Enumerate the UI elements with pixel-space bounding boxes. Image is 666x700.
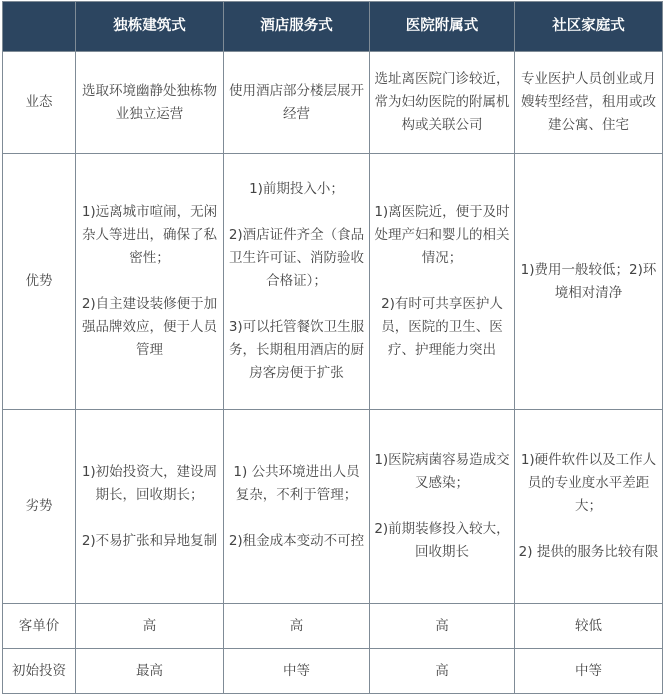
cell-paragraph: 较低 xyxy=(575,617,602,634)
row-initial-investment xyxy=(3,649,663,694)
table-cell xyxy=(515,649,663,694)
row-unit-price xyxy=(3,604,663,649)
header-row xyxy=(3,2,663,52)
table-cell xyxy=(224,649,370,694)
table-cell xyxy=(515,604,663,649)
cell-paragraph: 选取环境幽静处独栋物业独立运营 xyxy=(82,82,217,122)
comparison-table xyxy=(2,1,663,694)
row-label: 劣势 xyxy=(3,410,76,604)
table-cell xyxy=(76,649,224,694)
cell-paragraph: 2) 提供的服务比较有限 xyxy=(518,544,659,560)
cell-paragraph: 2)租金成本变动不可控 xyxy=(228,532,365,549)
header-community-home: 社区家庭式 xyxy=(515,2,663,52)
row-advantages xyxy=(3,154,663,410)
table-cell xyxy=(76,52,224,154)
cell-paragraph: 1)初始投资大，建设周期长，回收期长； xyxy=(81,463,218,503)
table-cell xyxy=(370,410,515,604)
row-label: 优势 xyxy=(3,154,76,410)
row-business-model xyxy=(3,52,663,154)
row-label: 初始投资 xyxy=(3,649,76,694)
table-cell xyxy=(370,52,515,154)
cell-paragraph: 2)前期装修投入较大，回收期长 xyxy=(374,521,510,560)
cell-paragraph: 高 xyxy=(289,617,304,634)
table-cell xyxy=(224,604,370,649)
cell-paragraph: 高 xyxy=(142,617,157,634)
table-cell xyxy=(76,604,224,649)
table-cell xyxy=(370,649,515,694)
cell-paragraph: 2)有时可共享医护人员，医院的卫生、医疗、护理能力突出 xyxy=(381,296,503,358)
cell-paragraph: 高 xyxy=(435,617,449,634)
row-label: 业态 xyxy=(3,52,76,154)
cell-paragraph: 中等 xyxy=(575,662,602,679)
header-corner xyxy=(3,2,76,52)
cell-paragraph: 2)不易扩张和异地复制 xyxy=(81,532,218,549)
row-label: 客单价 xyxy=(3,604,76,649)
cell-paragraph: 1)离医院近，便于及时处理产妇和婴儿的相关情况； xyxy=(374,204,510,266)
table-cell xyxy=(76,410,224,604)
table-cell xyxy=(515,52,663,154)
table-cell xyxy=(224,154,370,410)
cell-paragraph: 1) 公共环境进出人员复杂，不利于管理； xyxy=(233,463,360,503)
header-hotel-service: 酒店服务式 xyxy=(224,2,370,52)
cell-paragraph: 3)可以托管餐饮卫生服务，长期租用酒店的厨房客房便于扩张 xyxy=(228,319,365,381)
row-disadvantages xyxy=(3,410,663,604)
table-cell xyxy=(224,52,370,154)
cell-paragraph: 1)硬件软件以及工作人员的专业度水平差距大； xyxy=(520,452,657,514)
table-cell xyxy=(76,154,224,410)
cell-paragraph: 1)医院病菌容易造成交叉感染； xyxy=(374,452,510,491)
table-cell xyxy=(370,604,515,649)
table-cell xyxy=(370,154,515,410)
cell-paragraph: 2)自主建设装修便于加强品牌效应，便于人员管理 xyxy=(81,296,218,358)
cell-paragraph: 1)前期投入小； xyxy=(249,181,344,197)
cell-paragraph: 选址离医院门诊较近，常为妇幼医院的附属机构或关联公司 xyxy=(374,71,510,133)
table-cell xyxy=(515,410,663,604)
table-cell xyxy=(224,410,370,604)
cell-paragraph: 高 xyxy=(435,662,449,679)
header-standalone-building: 独栋建筑式 xyxy=(76,2,224,52)
cell-paragraph: 使用酒店部分楼层展开经营 xyxy=(229,82,364,122)
header-hospital-affiliated: 医院附属式 xyxy=(370,2,515,52)
cell-paragraph: 中等 xyxy=(283,662,310,679)
table-cell xyxy=(515,154,663,410)
cell-paragraph: 专业医护人员创业或月嫂转型经营，租用或改建公寓、住宅 xyxy=(521,71,656,133)
cell-paragraph: 最高 xyxy=(136,662,163,679)
table-body xyxy=(3,52,663,694)
cell-paragraph: 1)远离城市喧闹，无闲杂人等进出，确保了私密性； xyxy=(81,204,218,266)
cell-paragraph: 1)费用一般较低；2)环境相对清净 xyxy=(520,261,657,301)
cell-paragraph: 2)酒店证件齐全（食品卫生许可证、消防验收合格证）； xyxy=(228,227,365,289)
